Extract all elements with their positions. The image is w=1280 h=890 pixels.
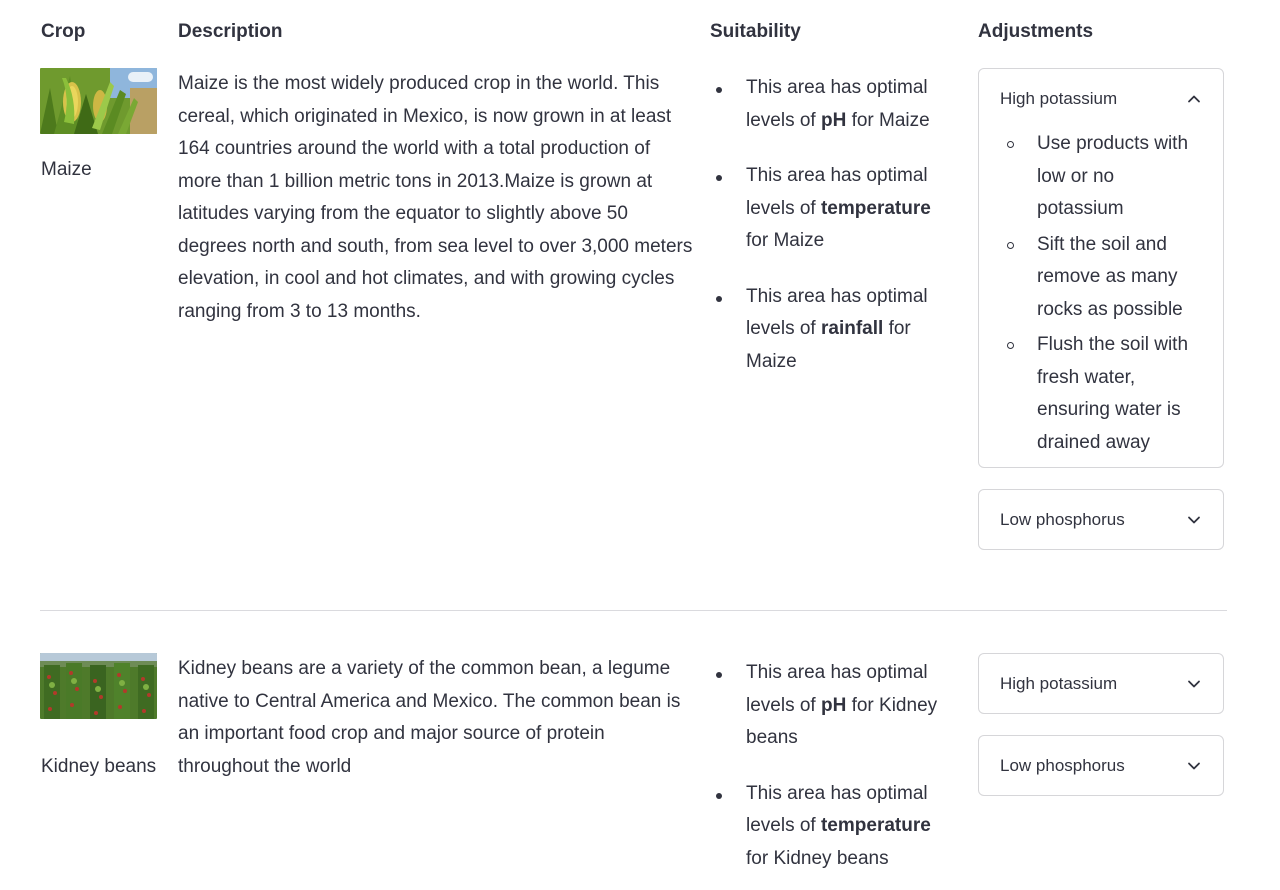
expander-low-phosphorus-kidney-beans xyxy=(978,735,1224,796)
description-column-header: Description xyxy=(178,21,283,42)
chevron-down-icon xyxy=(1186,512,1202,528)
expander-header[interactable] xyxy=(979,490,1223,549)
expander-header[interactable] xyxy=(979,736,1223,795)
list-item: This area has optimal levels of temperature for Kidney beans xyxy=(710,778,950,876)
row-divider xyxy=(40,610,1227,611)
expander-label: Low phosphorus xyxy=(1000,509,1125,529)
description-kidney-beans: Kidney beans are a variety of the common bean, a legume native to Central America and Mexico. The common bean is an important food crop and major source of protein throughout the world xyxy=(178,658,681,777)
list-item: This area has optimal levels of temperature for Maize xyxy=(710,160,950,258)
description-maize: Maize is the most widely produced crop in the world. This cereal, which originated in Mexico, is now grown in at least 164 countries around the world with a total production of more than 1 billion metric tons in 2013.Maize is grown at latitudes varying from the equator to slightly above 50 degrees north and south, from sea level to over 3,000 meters elevation, in cool and hot climates, and with growing cycles ranging from 3 to 13 months. xyxy=(178,73,693,322)
list-item: This area has optimal levels of pH for Kidney beans xyxy=(710,657,950,755)
expander-label: High potassium xyxy=(1000,88,1118,108)
chevron-down-icon xyxy=(1186,758,1202,774)
expander-low-phosphorus-maize xyxy=(978,489,1224,550)
expander-high-potassium-kidney-beans xyxy=(978,653,1224,714)
suitability-column-header: Suitability xyxy=(710,21,801,42)
chevron-up-icon xyxy=(1186,91,1202,107)
list-item: This area has optimal levels of pH for Maize xyxy=(710,72,950,137)
adjustments-column-header: Adjustments xyxy=(978,21,1094,42)
list-item: Use products with low or no potassium xyxy=(1001,128,1203,226)
crop-name-kidney-beans: Kidney beans xyxy=(41,756,157,777)
chevron-down-icon xyxy=(1186,676,1202,692)
expander-header[interactable] xyxy=(979,69,1223,128)
expander-high-potassium-maize xyxy=(978,68,1224,468)
expander-label: High potassium xyxy=(1000,673,1118,693)
crop-name-maize: Maize xyxy=(41,159,92,180)
list-item: Sift the soil and remove as many rocks as possible xyxy=(1001,229,1203,327)
expander-label: Low phosphorus xyxy=(1000,755,1125,775)
expander-content xyxy=(979,128,1223,470)
suitability-list-maize xyxy=(710,72,950,401)
expander-header[interactable] xyxy=(979,654,1223,713)
list-item: Flush the soil with fresh water, ensuring water is drained away xyxy=(1001,329,1203,459)
maize-image xyxy=(40,68,157,134)
crop-column-header: Crop xyxy=(41,21,86,42)
list-item: This area has optimal levels of rainfall for Maize xyxy=(710,281,950,379)
kidney-beans-image xyxy=(40,653,157,719)
suitability-list-kidney-beans xyxy=(710,657,950,890)
